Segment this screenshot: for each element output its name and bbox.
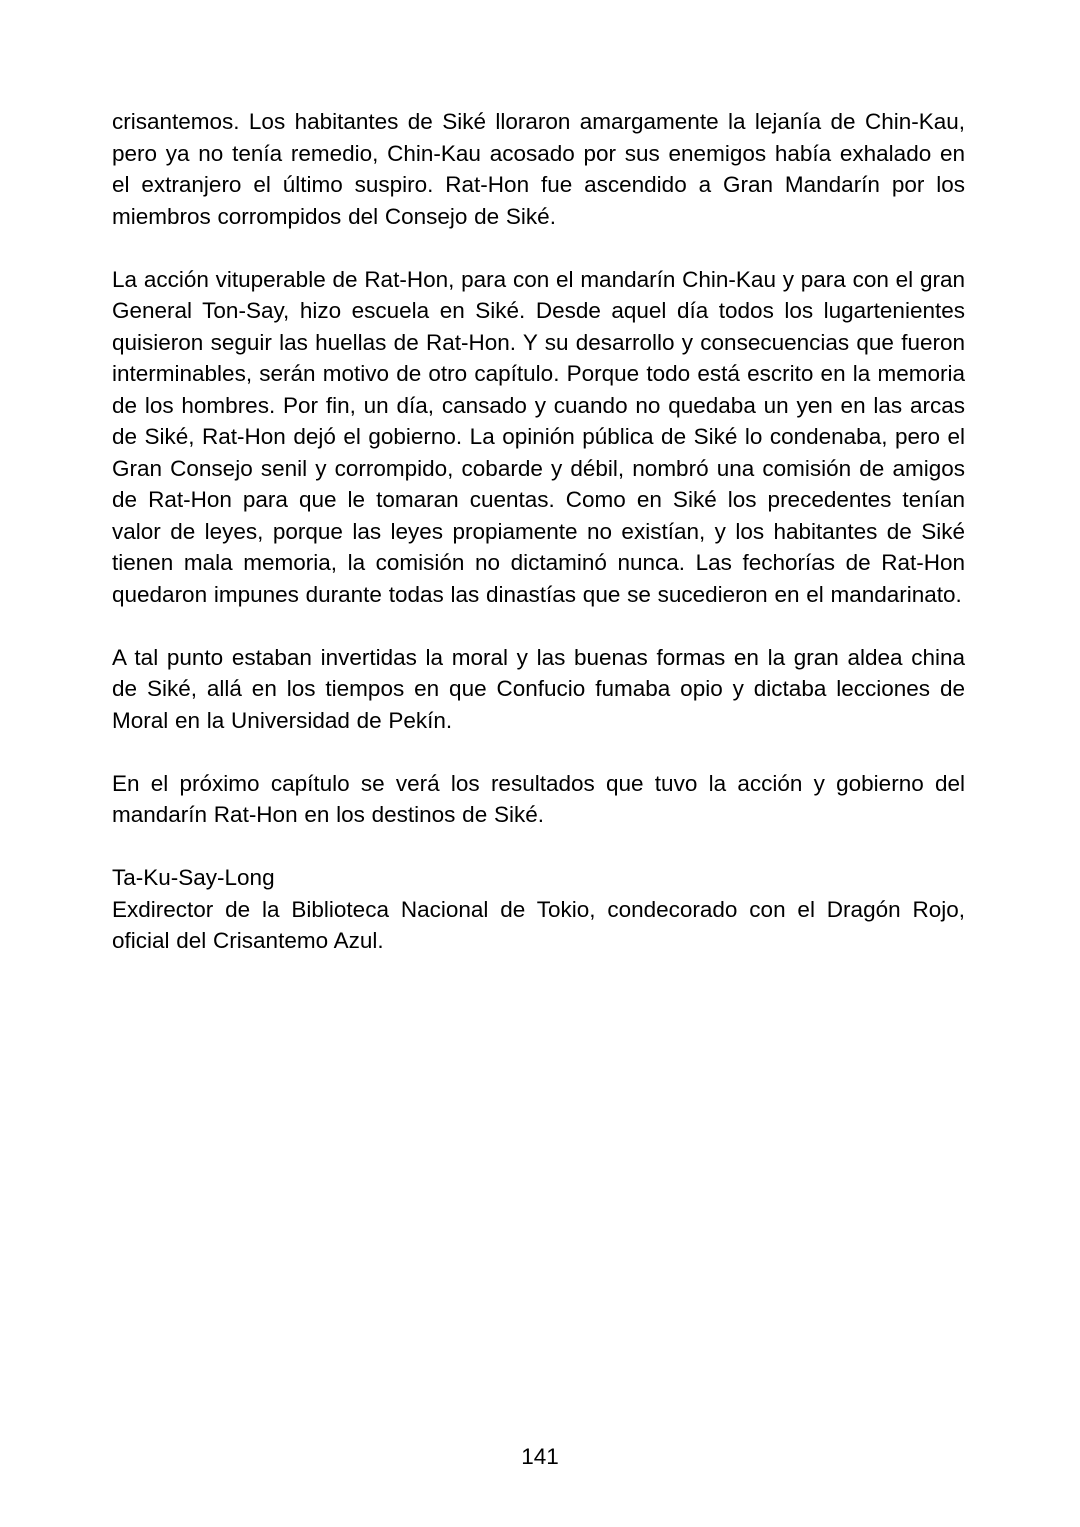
signature-name: Ta-Ku-Say-Long (112, 865, 275, 890)
paragraph-3: A tal punto estaban invertidas la moral y las buenas formas en la gran aldea china de Siké, allá en los tiempos en que Confucio fumaba opio y dictaba lecciones de Moral en la Universidad de Pekín. (112, 644, 965, 733)
paragraph-4: En el próximo capítulo se verá los resultados que tuvo la acción y gobierno del mandarín Rat-Hon en los destinos de Siké. (112, 770, 965, 827)
text-block (112, 106, 965, 957)
signature-block (112, 862, 965, 957)
page-number: 141 (521, 1444, 559, 1469)
signature-title: Exdirector de la Biblioteca Nacional de Tokio, condecorado con el Dragón Rojo, oficial del Crisantemo Azul. (112, 896, 965, 953)
paragraph-2: La acción vituperable de Rat-Hon, para con el mandarín Chin-Kau y para con el gran General Ton-Say, hizo escuela en Siké. Desde aquel día todos los lugartenientes quisieron seguir las huellas de Rat-Hon. Y su desarrollo y consecuencias que fueron interminables, serán motivo de otro capítulo. Porque todo está escrito en la memoria de los hombres. Por fin, un día, cansado y cuando no quedaba un yen en las arcas de Siké, Rat-Hon dejó el gobierno. La opinión pública de Siké lo condenaba, pero el Gran Consejo senil y corrompido, cobarde y débil, nombró una comisión de amigos de Rat-Hon para que le tomaran cuentas. Como en Siké los precedentes tenían valor de leyes, porque las leyes propiamente no existían, y los habitantes de Siké tienen mala memoria, la comisión no dictaminó nunca. Las fechorías de Rat-Hon quedaron impunes durante todas las dinastías que se sucedieron en el mandarinato. (112, 266, 965, 607)
paragraph-1: crisantemos. Los habitantes de Siké lloraron amargamente la lejanía de Chin-Kau, pero ya no tenía remedio, Chin-Kau acosado por sus enemigos había exhalado en el extranjero el último suspiro. Rat-Hon fue ascendido a Gran Mandarín por los miembros corrompidos del Consejo de Siké. (112, 109, 965, 229)
